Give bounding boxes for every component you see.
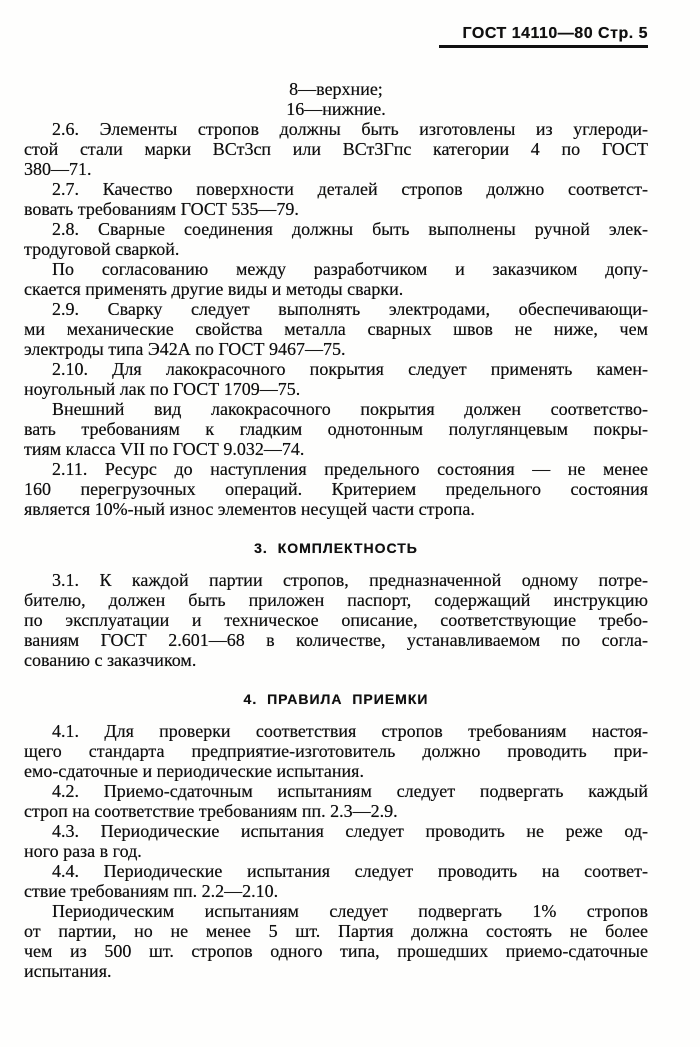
- text-line: ваниям ГОСТ 2.601—68 в количестве, устанавливаемом по согла-: [24, 630, 648, 650]
- text-line: 3.1. К каждой партии стропов, предназначенной одному потре-: [52, 570, 648, 590]
- text-line: Внешний вид лакокрасочного покрытия должен соответство-: [52, 399, 648, 419]
- text-line: стой стали марки ВСт3сп или ВСт3Гпс категории 4 по ГОСТ: [24, 139, 648, 159]
- text-line: 160 перегрузочных операций. Критерием предельного состояния: [24, 479, 648, 499]
- text-line: испытания.: [24, 961, 112, 981]
- text-line: 2.7. Качество поверхности деталей стропов должно соответст-: [52, 179, 648, 199]
- page-body: [24, 79, 648, 981]
- paragraph: [24, 459, 648, 519]
- text-line: 2.6. Элементы стропов должны быть изготовлены из углероди-: [52, 119, 648, 139]
- text-line: По согласованию между разработчиком и заказчиком допу-: [52, 259, 648, 279]
- page-header: [0, 26, 648, 48]
- paragraph: [24, 179, 648, 219]
- text-line: от партии, но не менее 5 шт. Партия должна состоять не более: [24, 921, 648, 941]
- paragraph: [24, 861, 648, 901]
- text-line: 380—71.: [24, 159, 92, 179]
- paragraph: [24, 259, 648, 299]
- paragraph: [24, 570, 648, 670]
- text-line: вать требованиям к гладким однотонным полуглянцевым покры-: [24, 419, 648, 439]
- text-line: 4.4. Периодические испытания следует проводить на соответ-: [52, 861, 648, 881]
- text-line: по эксплуатации и техническое описание, соответствующие требо-: [24, 610, 648, 630]
- paragraph: [24, 721, 648, 781]
- paragraph: [24, 399, 648, 459]
- paragraph: [24, 299, 648, 359]
- definition-line: 8—верхние;: [289, 79, 383, 99]
- text-line: чем из 500 шт. стропов одного типа, прошедших приемо-сдаточные: [24, 941, 648, 961]
- paragraph: [24, 781, 648, 821]
- paragraph: [24, 901, 648, 981]
- paragraph: [24, 359, 648, 399]
- text-line: ноугольный лак по ГОСТ 1709—75.: [24, 379, 301, 399]
- text-line: бителю, должен быть приложен паспорт, содержащий инструкцию: [24, 590, 648, 610]
- text-line: 4.1. Для проверки соответствия стропов требованиям настоя-: [52, 721, 648, 741]
- paragraph: [24, 119, 648, 179]
- text-line: 2.11. Ресурс до наступления предельного состояния — не менее: [52, 459, 648, 479]
- text-line: тиям класса VII по ГОСТ 9.032—74.: [24, 439, 305, 459]
- text-line: 4.3. Периодические испытания следует проводить не реже од-: [52, 821, 648, 841]
- paragraph: [24, 219, 648, 259]
- text-line: электроды типа Э42А по ГОСТ 9467—75.: [24, 339, 346, 359]
- text-line: является 10%-ный износ элементов несущей части стропа.: [24, 499, 475, 519]
- text-line: 2.9. Сварку следует выполнять электродами, обеспечивающи-: [52, 299, 648, 319]
- text-line: щего стандарта предприятие-изготовитель должно проводить при-: [24, 741, 648, 761]
- text-line: тродуговой сваркой.: [24, 239, 180, 259]
- text-line: строп на соответствие требованиям пп. 2.3—2.9.: [24, 801, 398, 821]
- text-line: емо-сдаточные и периодические испытания.: [24, 761, 364, 781]
- section-heading: 4. ПРАВИЛА ПРИЕМКИ: [243, 691, 429, 707]
- paragraph: [24, 821, 648, 861]
- gost-number-header: ГОСТ 14110—80 Стр. 5: [439, 26, 648, 48]
- text-line: 2.8. Сварные соединения должны быть выполнены ручной элек-: [52, 219, 648, 239]
- text-line: ми механические свойства металла сварных швов не ниже, чем: [24, 319, 648, 339]
- text-line: ствие требованиям пп. 2.2—2.10.: [24, 881, 279, 901]
- text-line: 4.2. Приемо-сдаточным испытаниям следует подвергать каждый: [52, 781, 648, 801]
- text-line: Периодическим испытаниям следует подвергать 1% стропов: [52, 901, 648, 921]
- section-heading: 3. КОМПЛЕКТНОСТЬ: [254, 540, 418, 556]
- text-line: скается применять другие виды и методы сварки.: [24, 279, 404, 299]
- text-line: ного раза в год.: [24, 841, 142, 861]
- text-line: вовать требованиям ГОСТ 535—79.: [24, 199, 299, 219]
- definition-line: 16—нижние.: [286, 99, 386, 119]
- text-line: сованию с заказчиком.: [24, 650, 197, 670]
- text-line: 2.10. Для лакокрасочного покрытия следует применять камен-: [52, 359, 648, 379]
